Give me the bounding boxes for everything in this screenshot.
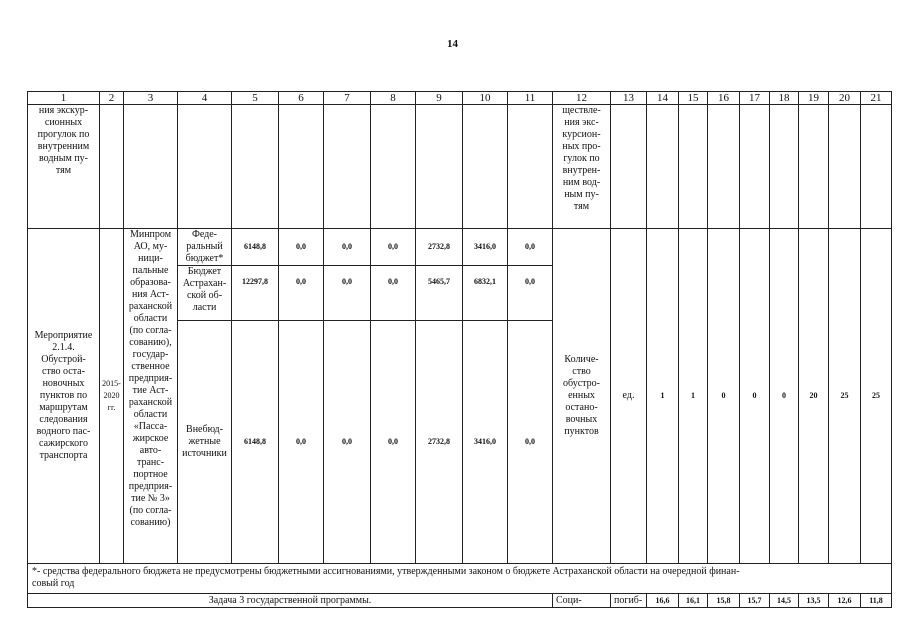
funding-value: 0,0 <box>371 229 416 266</box>
funding-value: 6148,8 <box>232 321 279 564</box>
funding-value: 0,0 <box>508 229 553 266</box>
continued-measure-name: ния экскур- сионных прогулок по внутренним водным пу- тям <box>28 105 100 229</box>
funding-value: 0,0 <box>279 321 324 564</box>
funding-value: 5465,7 <box>416 266 463 321</box>
continuation-row <box>28 105 892 229</box>
task-unit-fragment: погиб- <box>611 594 647 608</box>
column-header: 4 <box>178 92 232 105</box>
funding-value: 3416,0 <box>463 321 508 564</box>
indicator-target: 0 <box>708 229 740 564</box>
funding-source: Внебюд- жетные источники <box>178 321 232 564</box>
continued-indicator-name: ществле- ния экс- курсион- ных про- гулок по внутрен- ним вод- ным пу- тям <box>553 105 611 229</box>
column-header: 16 <box>708 92 740 105</box>
column-header: 19 <box>799 92 829 105</box>
column-header: 21 <box>861 92 892 105</box>
funding-value: 6148,8 <box>232 229 279 266</box>
column-header: 11 <box>508 92 553 105</box>
indicator-target: 1 <box>679 229 708 564</box>
column-header: 15 <box>679 92 708 105</box>
column-header: 13 <box>611 92 647 105</box>
indicator-target: 0 <box>740 229 770 564</box>
measure-period: 2015- 2020 гг. <box>100 229 124 564</box>
funding-value: 0,0 <box>324 229 371 266</box>
indicator-target: 0 <box>770 229 799 564</box>
indicator-name: Количе- ство обустро- енных остано- вочных пунктов <box>553 229 611 564</box>
page-number: 14 <box>447 38 458 50</box>
funding-value: 0,0 <box>279 229 324 266</box>
column-header: 12 <box>553 92 611 105</box>
measure-executor: Минпром АО, му- ници- пальные образова- ния Аст- раханской области (по согла- сованию), государ- ственное предприя- тие Аст- раханской области «Пасса- жирское авто- транс- портное предприя- тие № 3» (по согла- сованию) <box>124 229 178 564</box>
column-header: 9 <box>416 92 463 105</box>
funding-value: 0,0 <box>324 321 371 564</box>
task-value: 15,7 <box>740 594 770 608</box>
funding-value: 2732,8 <box>416 229 463 266</box>
task-value: 13,5 <box>799 594 829 608</box>
task-value: 11,8 <box>861 594 892 608</box>
column-header: 20 <box>829 92 861 105</box>
indicator-target: 20 <box>799 229 829 564</box>
indicator-target: 1 <box>647 229 679 564</box>
task-value: 14,5 <box>770 594 799 608</box>
indicator-target: 25 <box>861 229 892 564</box>
column-header: 8 <box>371 92 416 105</box>
funding-value: 0,0 <box>371 321 416 564</box>
funding-source: Бюджет Астрахан- ской об- ласти <box>178 266 232 321</box>
funding-value: 12297,8 <box>232 266 279 321</box>
funding-value: 0,0 <box>508 266 553 321</box>
task-value: 16,6 <box>647 594 679 608</box>
indicator-target: 25 <box>829 229 861 564</box>
funding-row-federal <box>28 229 892 266</box>
column-header: 14 <box>647 92 679 105</box>
funding-source: Феде- ральный бюджет* <box>178 229 232 266</box>
column-header: 5 <box>232 92 279 105</box>
footnote: *- средства федерального бюджета не предусмотрены бюджетными ассигнованиями, утвержденными законом о бюджете Астраханской области на очередной финан- совый год <box>28 564 892 594</box>
column-header: 6 <box>279 92 324 105</box>
funding-value: 0,0 <box>279 266 324 321</box>
program-table <box>27 91 892 608</box>
task-value: 15,8 <box>708 594 740 608</box>
funding-value: 6832,1 <box>463 266 508 321</box>
measure-name: Мероприятие 2.1.4. Обустрой- ство оста- новочных пунктов по маршрутам следования водного пас- сажирского транспорта <box>28 229 100 564</box>
column-header: 10 <box>463 92 508 105</box>
task-indicator-fragment: Соци- <box>553 594 611 608</box>
funding-value: 0,0 <box>508 321 553 564</box>
footnote-row <box>28 564 892 594</box>
column-number-row <box>28 92 892 105</box>
task-row <box>28 594 892 608</box>
column-header: 2 <box>100 92 124 105</box>
column-header: 18 <box>770 92 799 105</box>
task-value: 12,6 <box>829 594 861 608</box>
funding-value: 0,0 <box>324 266 371 321</box>
task-value: 16,1 <box>679 594 708 608</box>
funding-value: 2732,8 <box>416 321 463 564</box>
task-title: Задача 3 государственной программы. <box>28 594 553 608</box>
column-header: 7 <box>324 92 371 105</box>
column-header: 3 <box>124 92 178 105</box>
funding-value: 3416,0 <box>463 229 508 266</box>
column-header: 17 <box>740 92 770 105</box>
funding-value: 0,0 <box>371 266 416 321</box>
column-header: 1 <box>28 92 100 105</box>
indicator-unit: ед. <box>611 229 647 564</box>
